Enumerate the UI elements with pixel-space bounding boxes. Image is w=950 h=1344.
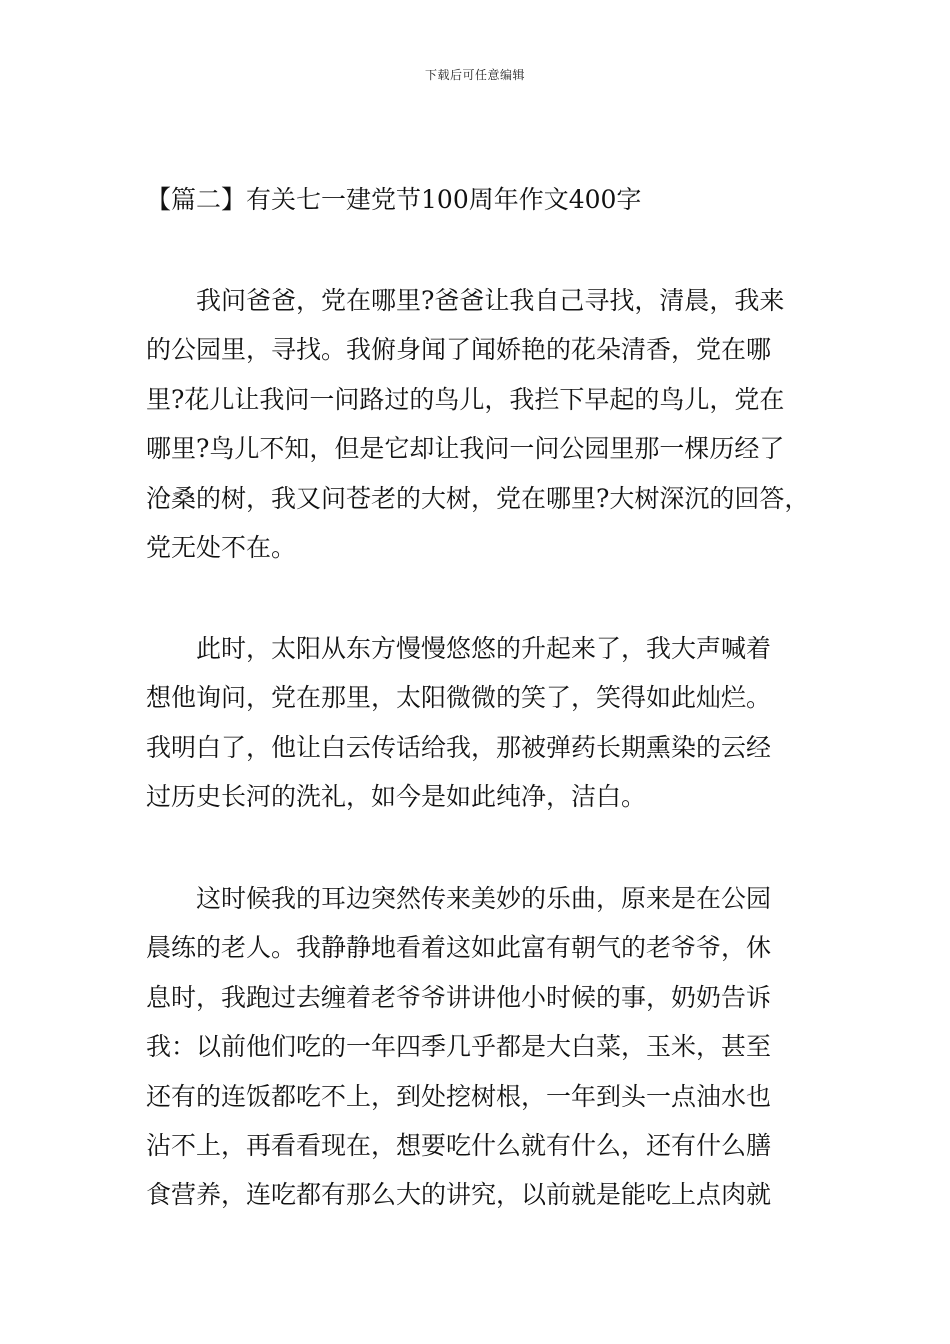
paragraph-line: 还有的连饭都吃不上，到处挖树根，一年到头一点油水也	[146, 1081, 772, 1111]
paragraph-3	[146, 874, 836, 1220]
paragraph-line: 里?花儿让我问一问路过的鸟儿，我拦下早起的鸟儿，党在	[146, 384, 785, 414]
paragraph-line: 食营养，连吃都有那么大的讲究，以前就是能吃上点肉就	[146, 1180, 772, 1210]
paragraph-line: 沧桑的树，我又问苍老的大树，党在哪里?大树深沉的回答，	[146, 483, 810, 513]
paragraph-line: 息时，我跑过去缠着老爷爷讲讲他小时候的事，奶奶告诉	[146, 982, 772, 1012]
paragraph-line: 的公园里，寻找。我俯身闻了闻娇艳的花朵清香，党在哪	[146, 335, 772, 365]
paragraph-line: 我：以前他们吃的一年四季几乎都是大白菜，玉米，甚至	[146, 1032, 772, 1062]
header-note: 下载后可任意编辑	[424, 68, 525, 82]
paragraph-2	[146, 624, 836, 822]
paragraph-line: 党无处不在。	[146, 532, 297, 562]
paragraph-line: 哪里?鸟儿不知，但是它却让我问一问公园里那一棵历经了	[146, 434, 785, 464]
paragraph-line: 我问爸爸，党在哪里?爸爸让我自己寻找，清晨，我来	[196, 286, 785, 315]
essay-title: 【篇二】有关七一建党节100周年作文400字	[146, 185, 642, 214]
paragraph-line: 过历史长河的洗礼，如今是如此纯净，洁白。	[146, 782, 647, 812]
paragraph-line: 想他询问，党在那里，太阳微微的笑了，笑得如此灿烂。	[146, 683, 772, 713]
paragraph-line: 晨练的老人。我静静地看着这如此富有朝气的老爷爷，休	[146, 933, 772, 963]
paragraph-line: 我明白了，他让白云传话给我，那被弹药长期熏染的云经	[146, 732, 772, 762]
paragraph-line: 此时，太阳从东方慢慢悠悠的升起来了，我大声喊着	[196, 634, 772, 663]
paragraph-line: 这时候我的耳边突然传来美妙的乐曲，原来是在公园	[196, 884, 772, 913]
paragraph-line: 沾不上，再看看现在，想要吃什么就有什么，还有什么膳	[146, 1130, 772, 1160]
paragraph-1	[146, 276, 836, 572]
